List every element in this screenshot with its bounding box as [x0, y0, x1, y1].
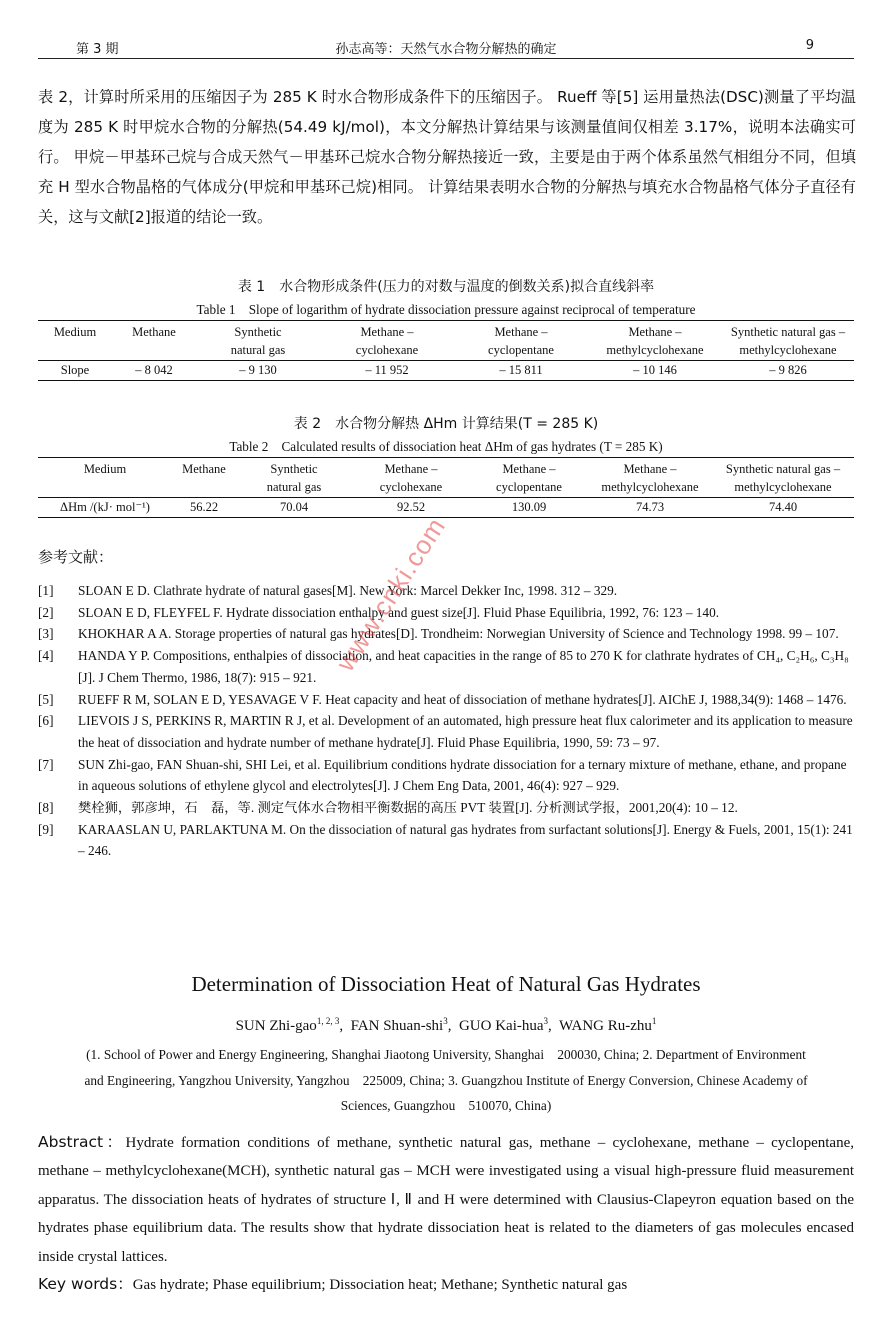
reference-item: [8] 樊栓狮，郭彦坤，石 磊，等. 测定气体水合物相平衡数据的高压 PVT 装置[J]. 分析测试学报，2001,20(4): 10 – 12. — [38, 800, 738, 816]
reference-item: [9] KARAASLAN U, PARLAKTUNA M. On the dissociation of natural gas hydrates from surfactant solutions[J]. Energy & Fuels, 2001, 15(1): 241 – 246. — [38, 821, 853, 859]
table2-header-cell: Methane — [172, 458, 236, 498]
table1-cell: – 10 146 — [588, 361, 722, 381]
reference-item: [3] KHOKHAR A A. Storage properties of natural gas hydrates[D]. Trondheim: Norwegian University of Science and Technology 1998. 99 – 107. — [38, 626, 839, 642]
table2-header-cell: Medium — [38, 458, 172, 498]
table2-header-row — [38, 458, 854, 498]
table2-header-cell: Methane – cyclohexane — [352, 458, 470, 498]
table2 — [38, 457, 854, 518]
table2-cell: 56.22 — [172, 498, 236, 518]
table1-header-cell: Methane – cyclohexane — [320, 321, 454, 361]
reference-item: [4] HANDA Y P. Compositions, enthalpies of dissociation, and heat capacities in the range of 85 to 270 K for clathrate hydrates of CH₄, C₂H₆, C₃H₈ [J]. J Chem Thermo, 1986, 18(7): 915 – 921. — [38, 648, 849, 685]
reference-item: [6] LIEVOIS J S, PERKINS R, MARTIN R J, et al. Development of an automated, high pressure heat flux calorimeter and its application to measure the heat of dissociation and hydrate number of methane hydrate[J]. Fluid Phase Equilibria, 1990, 59: 73 – 97. — [38, 713, 853, 750]
keywords — [38, 1270, 854, 1299]
reference-item: [2] SLOAN E D, FLEYFEL F. Hydrate dissociation enthalpy and guest size[J]. Fluid Phase Equilibria, 1992, 76: 123 – 140. — [38, 604, 720, 620]
references-list — [38, 580, 856, 862]
table1-header-row — [38, 321, 854, 361]
table2-caption-cn: 表 2 水合物分解热 ΔHm 计算结果(T = 285 K) — [293, 416, 599, 432]
author-name: FAN Shuan-shi — [350, 1018, 444, 1034]
table1-header-cell: Methane – cyclopentane — [454, 321, 588, 361]
watermark: www.cnki.com — [330, 511, 452, 677]
table1-header-cell: Methane – methylcyclohexane — [588, 321, 722, 361]
intro-paragraph: 表 2，计算时所采用的压缩因子为 285 K 时水合物形成条件下的压缩因子。 Rueff 等[5] 运用量热法(DSC)测量了平均温度为 285 K 时甲烷水合物的分解热(54.49 kJ/mol)，本文分解热计算结果与该测量值间仅相差 3.17%，说明本法确实可行。 甲烷－甲基环己烷与合成天然气－甲基环己烷水合物分解热接近一致，主要是由于两个体系虽然气相组分不同，但填充 H 型水合物晶格的气体成分(甲烷和甲基环己烷)相同。 计算结果表明水合物的分解热与填充水合物晶格气体分子直径有关，这与文献[2]报道的结论一致。 — [38, 88, 856, 226]
affiliations: (1. School of Power and Energy Engineering, Shanghai Jiaotong University, Shanghai 200030, China; 2. Department of Environment and Engineering, Yangzhou University, Yangzhou 225009, China; 3. Guangzhou Institute of Energy Conversion, Chinese Academy of Sciences, Guangzhou 510070, China) — [84, 1047, 808, 1113]
table2-cell: 70.04 — [236, 498, 352, 518]
table1-cell: – 9 826 — [722, 361, 854, 381]
table1-caption-cn: 表 1 水合物形成条件(压力的对数与温度的倒数关系)拟合直线斜率 — [237, 279, 655, 295]
table2-header-cell: Synthetic natural gas – methylcyclohexane — [712, 458, 854, 498]
table1-cell: – 8 042 — [112, 361, 196, 381]
table1 — [38, 320, 854, 381]
reference-item: [5] RUEFF R M, SOLAN E D, YESAVAGE V F. Heat capacity and heat of dissociation of methane hydrates[J]. AIChE J, 1988,34(9): 1468 – 1476. — [38, 691, 847, 707]
abstract-text: Hydrate formation conditions of methane, synthetic natural gas, methane – cyclohexane, methane – cyclopentane, methane – methylcyclohexane(MCH), synthetic natural gas – MCH were investigated using a visual high-pressure fluid measurement apparatus. The dissociation heats of hydrates of structure Ⅰ, Ⅱ and H were determined with Clausius-Clapeyron equation based on the hydrates phase equilibrium data. The results show that hydrate dissociation heat is related to the diameters of gas molecules encased inside crystal lattices. — [38, 1135, 854, 1265]
reference-item: [7] SUN Zhi-gao, FAN Shuan-shi, SHI Lei, et al. Equilibrium conditions hydrate dissociation for a ternary mixture of methane, ethane, and propane in aqueous solutions of ethylene glycol and electrolytes[J]. J Chem Eng Data, 2001, 46(4): 927 – 929. — [38, 756, 847, 794]
english-title: Determination of Dissociation Heat of Natural Gas Hydrates — [191, 972, 701, 996]
author-name: WANG Ru-zhu — [559, 1018, 652, 1034]
author-affil-sup: 1 — [651, 1016, 657, 1026]
keywords-label: Key words： — [38, 1275, 133, 1293]
abstract — [38, 1128, 854, 1271]
table2-cell: 92.52 — [352, 498, 470, 518]
author-affil-sup: 3 — [443, 1016, 448, 1026]
reference-item: [1] SLOAN E D. Clathrate hydrate of natural gases[M]. New York: Marcel Dekker Inc, 1998. 312 – 329. — [38, 583, 618, 598]
table1-row — [38, 361, 854, 381]
author-name: SUN Zhi-gao — [235, 1018, 317, 1034]
table1-header-cell: Methane — [112, 321, 196, 361]
table2-cell: 74.40 — [712, 498, 854, 518]
issue-label: 第 3 期 — [76, 42, 119, 57]
table2-cell: 130.09 — [470, 498, 588, 518]
table1-header-cell: Synthetic natural gas – methylcyclohexane — [722, 321, 854, 361]
table1-cell: – 15 811 — [454, 361, 588, 381]
table1-cell: – 11 952 — [320, 361, 454, 381]
table2-caption-en: Table 2 Calculated results of dissociation heat ΔHm of gas hydrates (T = 285 K) — [229, 439, 663, 454]
table2-header-cell: Methane – cyclopentane — [470, 458, 588, 498]
table2-header-cell: Methane – methylcyclohexane — [588, 458, 712, 498]
table1-caption-en: Table 1 Slope of logarithm of hydrate dissociation pressure against reciprocal of temperature — [196, 302, 696, 317]
page-number: 9 — [805, 38, 814, 53]
keywords-text: Gas hydrate; Phase equilibrium; Dissociation heat; Methane; Synthetic natural gas — [132, 1277, 628, 1293]
table2-row-label: ΔHm /(kJ· mol⁻¹) — [38, 498, 172, 518]
author-name: GUO Kai-hua — [458, 1018, 544, 1034]
table1-row-label: Slope — [38, 361, 112, 381]
running-title: 孙志高等：天然气水合物分解热的确定 — [335, 42, 557, 57]
abstract-label: Abstract： — [38, 1133, 126, 1151]
references-title: 参考文献： — [38, 548, 114, 566]
author-affil-sup: 1, 2, 3 — [316, 1016, 340, 1026]
author-affil-sup: 3 — [543, 1016, 549, 1026]
table2-cell: 74.73 — [588, 498, 712, 518]
table1-cell: – 9 130 — [196, 361, 320, 381]
table2-header-cell: Synthetic natural gas — [236, 458, 352, 498]
table1-header-cell: Synthetic natural gas — [196, 321, 320, 361]
table1-header-cell: Medium — [38, 321, 112, 361]
author-list: SUN Zhi-gao$^{1, 2, 3}$, FAN Shuan-shi$^3$, GUO Kai-hua$^3$, WANG Ru-zhu$^1$ — [235, 1016, 657, 1034]
table2-row — [38, 498, 854, 518]
running-header — [38, 36, 854, 59]
